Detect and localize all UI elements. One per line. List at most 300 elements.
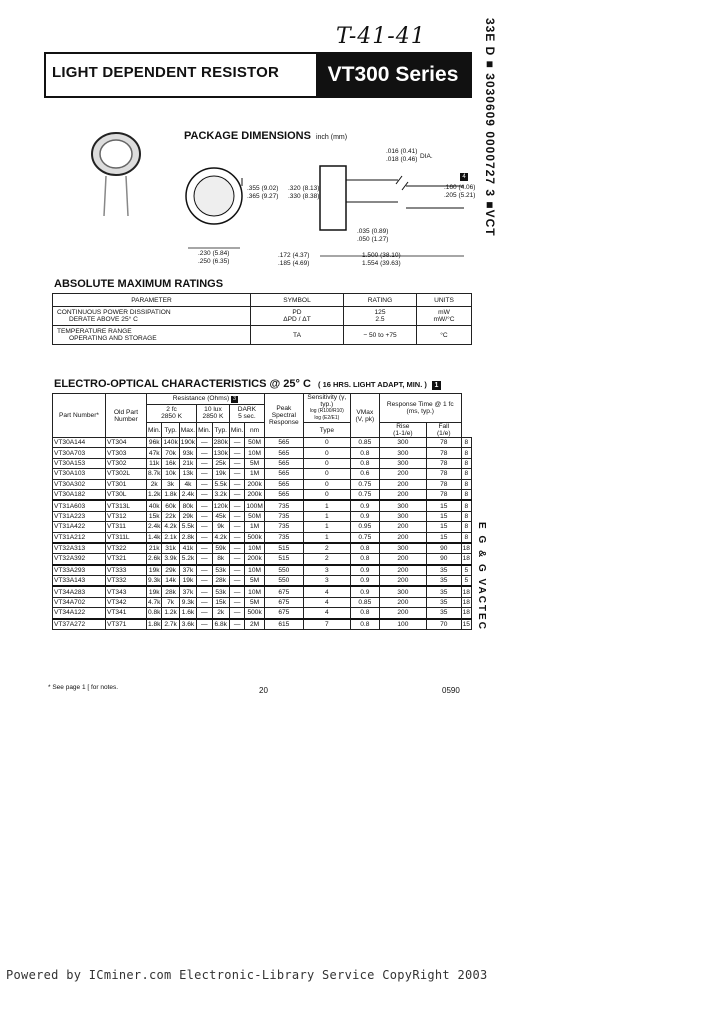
eo-cell-res-10lux-typ: 3.2k: [212, 489, 229, 500]
side-code: 33E D ■ 3030609 0000727 3 ■VCT: [483, 18, 497, 237]
eo-cell-old-part-number: VT30L: [106, 489, 147, 500]
eo-cell-res-2fc-min: 19k: [147, 565, 162, 576]
header-series: VT300 Series: [316, 54, 470, 96]
eo-cell-res-10lux-typ: 2k: [212, 608, 229, 619]
eo-cell-res-2fc-typ: 10k: [162, 469, 179, 479]
eo-h-fall: Fall (1/e): [426, 423, 461, 438]
eo-cell-peak-type: 2: [303, 554, 350, 565]
eo-cell-res-2fc-typ: 2.1k: [162, 532, 179, 543]
eo-cell-old-part-number: VT312: [106, 511, 147, 521]
eo-cell-vmax: 200: [379, 469, 426, 479]
eo-cell-fall-time: 8: [461, 511, 471, 521]
eo-cell-res-dark-value: 500k: [245, 532, 265, 543]
abs-max-units: mW mW/°C: [417, 307, 472, 326]
eo-cell-res-2fc-max: 80k: [179, 500, 196, 511]
eo-cell-res-10lux-min: —: [197, 532, 212, 543]
eo-cell-res-2fc-min: 21k: [147, 543, 162, 554]
eo-cell-part-number: VT30A703: [53, 448, 106, 458]
abs-max-h-symbol: SYMBOL: [251, 294, 344, 307]
eo-header-row-1: [53, 394, 472, 405]
eo-cell-res-dark-min: —: [229, 576, 244, 587]
eo-cell-res-dark-value: 5M: [245, 576, 265, 587]
ldr-photo-lead-left: [104, 176, 106, 216]
eo-cell-peak-nm: 565: [264, 469, 303, 479]
eo-cell-rise-time: 78: [426, 479, 461, 489]
eo-cell-rise-time: 15: [426, 511, 461, 521]
eo-cell-res-2fc-min: 1.4k: [147, 532, 162, 543]
eo-cell-res-dark-min: —: [229, 469, 244, 479]
eo-cell-res-2fc-max: 2.4k: [179, 489, 196, 500]
eo-cell-res-10lux-typ: 8k: [212, 554, 229, 565]
eo-cell-sensitivity: 0.8: [350, 554, 379, 565]
eo-cell-fall-time: 8: [461, 522, 471, 532]
eo-cell-res-10lux-min: —: [197, 576, 212, 587]
eo-h-typ: Typ.: [162, 423, 179, 438]
eo-h-10lux: 10 lux 2850 K: [197, 404, 230, 422]
eo-cell-res-10lux-typ: 6.8k: [212, 619, 229, 630]
eo-cell-peak-type: 1: [303, 532, 350, 543]
eo-cell-peak-nm: 675: [264, 586, 303, 597]
eo-cell-rise-time: 15: [426, 532, 461, 543]
eo-cell-res-10lux-typ: 28k: [212, 576, 229, 587]
eo-row: [53, 565, 472, 576]
eo-cell-old-part-number: VT313L: [106, 500, 147, 511]
eo-cell-vmax: 300: [379, 448, 426, 458]
eo-cell-sensitivity: 0.85: [350, 597, 379, 607]
abs-max-table: [52, 293, 472, 345]
eo-cell-old-part-number: VT322: [106, 543, 147, 554]
eo-cell-res-2fc-max: 21k: [179, 458, 196, 468]
eo-cell-old-part-number: VT333: [106, 565, 147, 576]
eo-cell-peak-type: 4: [303, 586, 350, 597]
side-brand: E G & G VACTEC: [476, 522, 487, 631]
eo-row: [53, 500, 472, 511]
eo-row: [53, 448, 472, 458]
page-number: 20: [259, 686, 268, 695]
eo-table: [52, 393, 472, 630]
eo-cell-res-dark-min: —: [229, 619, 244, 630]
eo-cell-res-10lux-typ: 45k: [212, 511, 229, 521]
eo-cell-res-10lux-min: —: [197, 448, 212, 458]
abs-max-title: ABSOLUTE MAXIMUM RATINGS: [54, 278, 224, 290]
eo-cell-part-number: VT32A392: [53, 554, 106, 565]
eo-cell-part-number: VT30A302: [53, 479, 106, 489]
eo-cell-res-2fc-typ: 4.2k: [162, 522, 179, 532]
eo-row: [53, 458, 472, 468]
abs-max-param: TEMPERATURE RANGE OPERATING AND STORAGE: [53, 326, 251, 345]
eo-cell-res-10lux-typ: 120k: [212, 500, 229, 511]
dim-note-box: 4: [460, 173, 468, 181]
eo-cell-part-number: VT33A143: [53, 576, 106, 587]
abs-max-rating: − 50 to +75: [344, 326, 417, 345]
eo-cell-res-10lux-min: —: [197, 608, 212, 619]
eo-cell-res-2fc-min: 11k: [147, 458, 162, 468]
eo-cell-res-10lux-typ: 130k: [213, 449, 228, 457]
eo-cell-fall-time: 8: [461, 489, 471, 500]
eo-cell-res-10lux-min: —: [197, 565, 212, 576]
eo-cell-res-dark-min: —: [229, 438, 244, 448]
eo-cell-res-2fc-typ: 16k: [162, 458, 179, 468]
eo-cell-vmax: 200: [379, 489, 426, 500]
eo-cell-res-2fc-typ: 1.2k: [162, 608, 179, 619]
eo-cell-sensitivity: 0.9: [350, 576, 379, 587]
eo-cell-res-dark-value: 10M: [245, 543, 265, 554]
eo-cell-rise-time: 78: [426, 438, 461, 448]
eo-cell-peak-type: 7: [303, 619, 350, 630]
eo-cell-old-part-number: VT371: [106, 619, 147, 630]
eo-cell-res-10lux-min: —: [197, 619, 212, 630]
eo-cell-part-number: VT32A313: [53, 543, 106, 554]
eo-cell-vmax: 200: [379, 532, 426, 543]
eo-cell-res-dark-value: 200k: [245, 489, 265, 500]
eo-cell-part-number: VT30A153: [53, 458, 106, 468]
eo-cell-res-10lux-typ: 280k: [213, 439, 228, 447]
dim-front-width: .230 (5.84) .250 (6.35): [198, 250, 230, 265]
eo-cell-sensitivity: 0.8: [350, 448, 379, 458]
eo-cell-part-number: VT31A422: [53, 522, 106, 532]
eo-cell-vmax: 300: [379, 543, 426, 554]
eo-cell-res-2fc-min: 19k: [147, 586, 162, 597]
abs-max-row-power: [53, 307, 472, 326]
page-code: 0590: [442, 686, 460, 695]
eo-cell-old-part-number: VT321: [106, 554, 147, 565]
eo-cell-peak-type: 1: [303, 500, 350, 511]
eo-cell-peak-nm: 735: [264, 532, 303, 543]
eo-cell-fall-time: 5: [461, 576, 471, 587]
eo-cell-res-2fc-min: 2.4k: [148, 523, 161, 531]
eo-cell-res-dark-min: —: [229, 448, 244, 458]
eo-cell-part-number: VT30A144: [53, 438, 106, 448]
eo-cell-res-10lux-min: —: [197, 479, 212, 489]
eo-cell-vmax: 300: [379, 500, 426, 511]
eo-cell-vmax: 200: [379, 554, 426, 565]
eo-cell-fall-time: 18: [462, 599, 470, 607]
dim-lead-thickness: .035 (0.89) .050 (1.27): [357, 228, 389, 243]
eo-cell-rise-time: 35: [426, 597, 461, 607]
eo-cell-res-2fc-max: 19k: [179, 576, 196, 587]
eo-cell-res-10lux-typ: 15k: [212, 597, 229, 607]
eo-cell-res-2fc-max: 2.8k: [179, 532, 196, 543]
eo-row: [53, 438, 472, 448]
eo-cell-fall-time: 8: [461, 469, 471, 479]
eo-h-min: Min.: [147, 423, 162, 438]
eo-cell-peak-nm: 675: [264, 608, 303, 619]
eo-cell-res-dark-value: 5M: [245, 597, 265, 607]
eo-cell-res-2fc-min: 40k: [147, 500, 162, 511]
eo-cell-fall-time: 18: [461, 554, 471, 565]
eo-cell-fall-time: 8: [461, 532, 471, 543]
eo-cell-peak-nm: 550: [264, 565, 303, 576]
eo-h-old: Old Part Number: [106, 394, 147, 438]
eo-cell-old-part-number: VT311: [106, 522, 147, 532]
eo-cell-peak-type: 1: [303, 522, 350, 532]
eo-cell-res-dark-min: —: [229, 597, 244, 607]
eo-cell-res-10lux-min: —: [197, 489, 212, 500]
eo-cell-res-dark-value: 10M: [245, 565, 265, 576]
eo-cell-vmax: 200: [379, 597, 426, 607]
eo-cell-res-2fc-typ: 60k: [162, 500, 179, 511]
eo-cell-old-part-number: VT303: [106, 448, 147, 458]
eo-cell-sensitivity: 0.9: [350, 565, 379, 576]
eo-cell-sensitivity: 0.9: [350, 586, 379, 597]
eo-cell-res-10lux-min: —: [197, 511, 212, 521]
eo-cell-res-2fc-min: 2k: [147, 479, 162, 489]
eo-cell-peak-type: 2: [303, 543, 350, 554]
eo-row: [53, 608, 472, 619]
eo-cell-old-part-number: VT343: [106, 586, 147, 597]
eo-cell-res-10lux-min: —: [197, 469, 212, 479]
eo-cell-res-dark-value: 10M: [245, 448, 265, 458]
eo-cell-peak-type: 3: [303, 576, 350, 587]
eo-cell-vmax: 300: [379, 458, 426, 468]
eo-cell-sensitivity: 0.85: [350, 438, 379, 448]
eo-cell-sensitivity: 0.8: [350, 619, 379, 630]
eo-cell-res-dark-value: 200k: [245, 554, 265, 565]
eo-cell-res-2fc-typ: 1.8k: [162, 489, 179, 500]
eo-cell-fall-time: 8: [461, 479, 471, 489]
eo-cell-res-2fc-max: 5.5k: [179, 522, 196, 532]
eo-cell-res-2fc-min: 15k: [147, 511, 162, 521]
eo-h-rise: Rise (1-1/e): [379, 423, 426, 438]
ldr-photo-lead-right: [126, 176, 128, 216]
eo-h-dark: DARK 5 sec.: [229, 404, 264, 422]
eo-cell-sensitivity: 0.75: [350, 479, 379, 489]
abs-max-h-units: UNITS: [417, 294, 472, 307]
eo-cell-vmax: 200: [379, 576, 426, 587]
eo-cell-rise-time: 15: [426, 500, 461, 511]
eo-row: [53, 489, 472, 500]
eo-h-sens: Sensitivity (γ, typ.) log (R100/R10) log (E2/E1): [303, 394, 350, 423]
eo-cell-res-dark-value: 500k: [245, 608, 265, 619]
eo-cell-res-10lux-typ: 53k: [212, 586, 229, 597]
eo-title: ELECTRO-OPTICAL CHARACTERISTICS @ 25° C ( 16 HRS. LIGHT ADAPT, MIN. ) 1: [54, 378, 441, 390]
eo-h-min: Min.: [197, 423, 212, 438]
eo-row: [53, 543, 472, 554]
eo-cell-res-10lux-min: —: [197, 500, 212, 511]
eo-cell-res-10lux-typ: 4.2k: [212, 532, 229, 543]
eo-cell-vmax: 200: [379, 522, 426, 532]
eo-cell-sensitivity: 0.75: [350, 532, 379, 543]
eo-cell-res-dark-value: 200k: [245, 479, 265, 489]
eo-cell-part-number: VT34A122: [53, 608, 106, 619]
abs-max-rating: 125 2.5: [344, 307, 417, 326]
eo-cell-rise-time: 35: [426, 608, 461, 619]
eo-cell-res-2fc-max: 1.6k: [179, 608, 196, 619]
eo-cell-res-10lux-min: —: [197, 554, 212, 565]
eo-cell-rise-time: 90: [426, 554, 461, 565]
eo-cell-peak-nm: 735: [264, 500, 303, 511]
eo-cell-peak-type: 1: [303, 511, 350, 521]
eo-cell-fall-time: 18: [461, 543, 471, 554]
eo-cell-res-2fc-min: 1.2k: [147, 489, 162, 500]
eo-cell-rise-time: 78: [426, 448, 461, 458]
eo-cell-res-2fc-min: 47k: [147, 448, 162, 458]
eo-cell-part-number: VT31A603: [53, 500, 106, 511]
eo-row: [53, 469, 472, 479]
eo-cell-part-number: VT33A293: [53, 565, 106, 576]
eo-row: [53, 554, 472, 565]
eo-row: [53, 479, 472, 489]
eo-cell-sensitivity: 0.75: [350, 489, 379, 500]
eo-cell-res-2fc-max: 13k: [179, 469, 196, 479]
eo-cell-old-part-number: VT311L: [106, 532, 147, 543]
eo-cell-res-10lux-min: —: [197, 522, 212, 532]
dim-body-depth: .172 (4.37) .185 (4.69): [278, 252, 310, 267]
eo-cell-peak-nm: 565: [264, 458, 303, 468]
eo-cell-res-2fc-min: 1.8k: [147, 619, 162, 630]
abs-max-symbol: PD ΔPD / ΔT: [251, 307, 344, 326]
eo-cell-fall-time: 18: [461, 608, 471, 619]
eo-cell-part-number: VT31A212: [53, 532, 106, 543]
drawing-side-body: [320, 166, 346, 230]
eo-cell-res-2fc-max: 3.6k: [179, 619, 196, 630]
eo-cell-peak-type: 0: [303, 479, 350, 489]
dim-body-outer: .355 (9.02) .365 (9.27): [247, 185, 279, 200]
eo-cell-res-2fc-max: 5.2k: [179, 554, 196, 565]
abs-max-units: °C: [417, 326, 472, 345]
eo-cell-sensitivity: 0.8: [350, 458, 379, 468]
dim-dia-label: DIA.: [420, 153, 433, 160]
eo-h-2fc: 2 fc 2850 K: [147, 404, 197, 422]
eo-cell-sensitivity: 0.8: [350, 608, 379, 619]
eo-cell-peak-type: 3: [303, 565, 350, 576]
eo-row: [53, 522, 472, 532]
eo-cell-old-part-number: VT301: [106, 479, 147, 489]
eo-cell-res-2fc-max: 41k: [179, 543, 196, 554]
eo-cell-res-10lux-typ: 59k: [212, 543, 229, 554]
eo-h-resistance: Resistance (Ohms) 3: [147, 394, 265, 405]
eo-cell-res-dark-min: —: [229, 608, 244, 619]
eo-cell-peak-nm: 565: [264, 448, 303, 458]
eo-cell-res-dark-value: 10M: [245, 586, 265, 597]
eo-cell-res-dark-value: 2M: [245, 619, 265, 630]
eo-row: [53, 511, 472, 521]
eo-row: [53, 532, 472, 543]
eo-cell-res-2fc-typ: 28k: [162, 586, 179, 597]
eo-cell-res-dark-min: —: [229, 479, 244, 489]
eo-cell-res-2fc-min: 4.7k: [148, 599, 161, 607]
eo-cell-rise-time: 35: [426, 565, 461, 576]
eo-cell-res-10lux-typ: 9k: [212, 522, 229, 532]
abs-max-h-parameter: PARAMETER: [53, 294, 251, 307]
eo-cell-fall-time: 18: [461, 586, 471, 597]
eo-cell-peak-nm: 515: [264, 554, 303, 565]
eo-cell-old-part-number: VT302: [106, 458, 147, 468]
eo-cell-part-number: VT34A702: [53, 597, 106, 607]
eo-cell-res-2fc-typ: 3.9k: [162, 554, 179, 565]
handwritten-code: T-41-41: [336, 24, 426, 49]
eo-cell-res-2fc-typ: 31k: [162, 543, 179, 554]
eo-h-typ: Typ.: [212, 423, 229, 438]
eo-cell-vmax: 300: [379, 511, 426, 521]
eo-cell-old-part-number: VT304: [106, 438, 147, 448]
eo-cell-sensitivity: 0.8: [350, 543, 379, 554]
eo-cell-res-2fc-typ: 29k: [162, 565, 179, 576]
eo-cell-res-dark-min: —: [229, 586, 244, 597]
eo-h-part: Part Number*: [53, 394, 106, 438]
eo-cell-peak-nm: 565: [264, 489, 303, 500]
eo-cell-sensitivity: 0.6: [350, 469, 379, 479]
eo-cell-vmax: 100: [379, 619, 426, 630]
eo-cell-res-dark-value: 100M: [245, 500, 265, 511]
eo-cell-peak-type: 0: [303, 458, 350, 468]
eo-cell-res-dark-value: 50M: [245, 438, 265, 448]
eo-cell-res-dark-min: —: [229, 489, 244, 500]
eo-cell-part-number: VT34A283: [53, 586, 106, 597]
footnote: * See page 1 [ for notes.: [48, 684, 119, 691]
eo-cell-vmax: 200: [379, 479, 426, 489]
eo-cell-res-dark-min: —: [229, 522, 244, 532]
eo-cell-res-dark-value: 5M: [245, 458, 265, 468]
eo-cell-res-2fc-typ: 14k: [162, 576, 179, 587]
eo-cell-peak-nm: 735: [264, 522, 303, 532]
eo-cell-fall-time: 8: [461, 500, 471, 511]
eo-cell-rise-time: 35: [426, 586, 461, 597]
eo-cell-res-10lux-typ: 25k: [212, 458, 229, 468]
eo-cell-res-10lux-min: —: [197, 597, 212, 607]
eo-cell-part-number: VT37A272: [53, 619, 106, 630]
eo-row: [53, 586, 472, 597]
eo-cell-peak-nm: 565: [264, 479, 303, 489]
eo-cell-res-2fc-max: 37k: [179, 586, 196, 597]
eo-cell-peak-type: 0: [303, 489, 350, 500]
eo-cell-res-2fc-max: 190k: [180, 439, 196, 447]
eo-cell-peak-type: 0: [303, 448, 350, 458]
eo-cell-res-10lux-typ: 19k: [212, 469, 229, 479]
eo-cell-res-2fc-max: 37k: [179, 565, 196, 576]
eo-row: [53, 619, 472, 630]
eo-cell-peak-nm: 515: [264, 543, 303, 554]
eo-cell-peak-nm: 565: [264, 438, 303, 448]
eo-cell-old-part-number: VT332: [106, 576, 147, 587]
eo-cell-res-2fc-min: 0.8k: [147, 608, 162, 619]
eo-cell-res-2fc-min: 8.7k: [148, 470, 161, 478]
eo-cell-res-2fc-min: 9.3k: [147, 576, 162, 587]
eo-h-vmax: VMax (V, pk): [350, 394, 379, 438]
eo-cell-res-2fc-typ: 3k: [162, 479, 179, 489]
eo-h-res-note: 3: [233, 395, 237, 402]
eo-cell-res-dark-min: —: [229, 565, 244, 576]
eo-cell-vmax: 200: [379, 565, 426, 576]
eo-cell-peak-nm: 615: [264, 619, 303, 630]
header-title: LIGHT DEPENDENT RESISTOR: [52, 64, 280, 81]
abs-max-symbol: TA: [251, 326, 344, 345]
eo-cell-part-number: VT31A223: [53, 511, 106, 521]
eo-cell-part-number: VT30A103: [53, 469, 106, 479]
eo-cell-peak-nm: 550: [264, 576, 303, 587]
abs-max-header-row: [53, 294, 472, 307]
eo-h-type: Type: [303, 423, 350, 438]
eo-cell-rise-time: 15: [426, 522, 461, 532]
drawing-front-inner: [194, 176, 234, 216]
ldr-photo: [88, 130, 148, 220]
eo-row: [53, 597, 472, 607]
eo-cell-peak-type: 0: [303, 469, 350, 479]
eo-cell-fall-time: 15: [461, 619, 471, 630]
eo-cell-res-10lux-min: —: [197, 438, 212, 448]
eo-cell-peak-nm: 675: [264, 597, 303, 607]
eo-cell-res-10lux-typ: 5.5k: [212, 479, 229, 489]
eo-cell-res-2fc-max: 9.3k: [179, 597, 196, 607]
eo-cell-res-2fc-min: 2.6k: [147, 554, 162, 565]
eo-cell-peak-type: 4: [303, 608, 350, 619]
eo-cell-res-10lux-min: —: [197, 543, 212, 554]
eo-cell-res-10lux-min: —: [197, 586, 212, 597]
abs-max-h-rating: RATING: [344, 294, 417, 307]
eo-cell-res-2fc-max: 93k: [179, 448, 196, 458]
eo-row: [53, 576, 472, 587]
eo-h-peak: Peak Spectral Response: [264, 394, 303, 438]
